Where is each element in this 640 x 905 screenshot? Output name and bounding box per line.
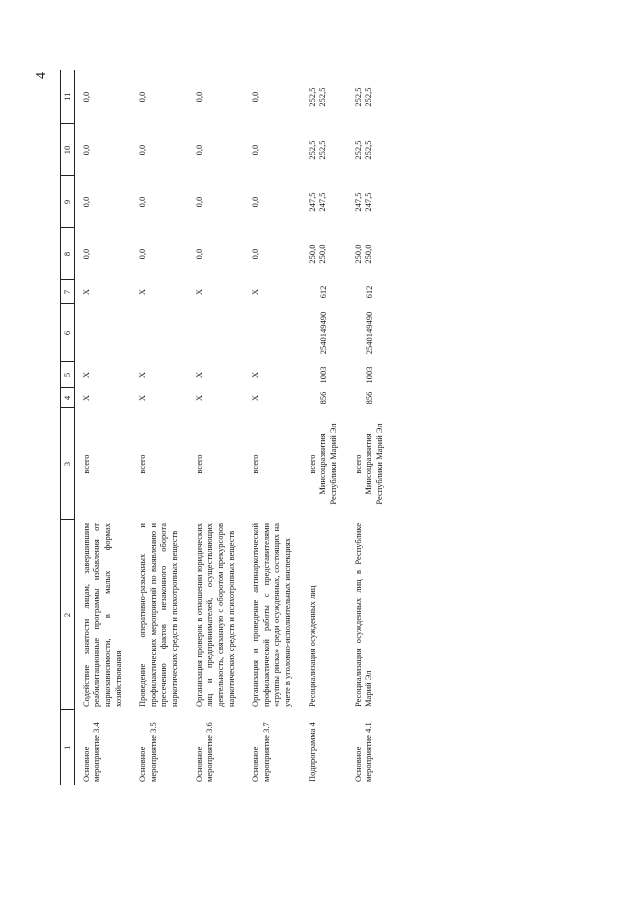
- cell-value: 0,0: [250, 91, 261, 103]
- value-cell-c11: [188, 70, 245, 124]
- measure-description: Организация проверок в отношении юридических лиц и предпринимателей, осуществляющих деятельность, связанную с оборотом прекурсоров наркотических средств и психотропных веществ: [193, 523, 236, 707]
- value-cell-c4: [244, 388, 301, 408]
- value-cell-c7: [301, 280, 347, 304]
- value-cell-c9: [347, 176, 393, 228]
- value-cell-c5: [301, 362, 347, 388]
- cell-value: 0,0: [193, 144, 204, 156]
- cell-value: 252,5: [352, 87, 363, 107]
- column-number: 8: [61, 228, 75, 280]
- cell-value: [81, 307, 92, 359]
- column-number: 5: [61, 362, 75, 388]
- measure-description: Ресоциализация осужденных лиц в Республике Марий Эл: [352, 523, 374, 707]
- value-cell-c4: [347, 388, 393, 408]
- cell-value: X: [137, 394, 148, 402]
- cell-value: 1003: [363, 366, 374, 384]
- column-number: 7: [61, 280, 75, 304]
- cell-value: 252,5: [306, 140, 317, 160]
- cell-value: 0,0: [250, 196, 261, 208]
- cell-value: 252,5: [317, 140, 328, 160]
- measure-code: Подпрограмма 4: [306, 722, 317, 782]
- table-row: [244, 70, 301, 785]
- table-row: [188, 70, 245, 785]
- cell-value: 0,0: [193, 248, 204, 260]
- cell-value: 1003: [317, 366, 328, 384]
- value-cell-c8: [74, 228, 131, 280]
- value-cell-c8: [347, 228, 393, 280]
- value-cell-c7: [347, 280, 393, 304]
- value-cell-c9: [244, 176, 301, 228]
- funding-source-cell: [131, 408, 188, 520]
- cell-value: 250,0: [306, 244, 317, 264]
- column-number: 3: [61, 408, 75, 520]
- funding-source: всего: [193, 454, 204, 474]
- cell-value: [307, 391, 318, 405]
- cell-value: 612: [363, 285, 374, 299]
- cell-value: [353, 283, 364, 301]
- value-cell-c7: [74, 280, 131, 304]
- value-cell-c9: [301, 176, 347, 228]
- cell-value: 0,0: [137, 144, 148, 156]
- measure-code: Основное мероприятие 3.5: [137, 722, 158, 782]
- value-cell-c4: [188, 388, 245, 408]
- funding-source: всего: [352, 454, 363, 474]
- funding-source-cell: [301, 408, 347, 520]
- cell-value: 252,5: [363, 140, 374, 160]
- measure-description: Организация и проведение антинаркотической профилактической работы с представителями «группы риска» среди осужденных, состоящих на учете в уголовно-исполнительных инспекциях: [250, 523, 292, 707]
- value-cell-c4: [131, 388, 188, 408]
- cell-value: 612: [317, 285, 328, 299]
- cell-value: X: [193, 394, 204, 402]
- cell-value: 252,5: [306, 87, 317, 107]
- value-cell-c11: [347, 70, 393, 124]
- value-cell-c11: [74, 70, 131, 124]
- value-cell-c7: [188, 280, 245, 304]
- column-number-header: [61, 70, 75, 785]
- cell-value: 247,5: [306, 192, 317, 212]
- value-cell-c4: [74, 388, 131, 408]
- column-number: 10: [61, 124, 75, 176]
- value-cell-c7: [131, 280, 188, 304]
- cell-value: [250, 307, 261, 359]
- value-cell-c8: [188, 228, 245, 280]
- cell-value: 0,0: [193, 91, 204, 103]
- cell-value: [307, 283, 318, 301]
- value-cell-c6: [131, 304, 188, 362]
- cell-value: [353, 391, 364, 405]
- value-cell-c11: [131, 70, 188, 124]
- value-cell-c7: [244, 280, 301, 304]
- cell-value: 250,0: [363, 244, 374, 264]
- column-number: 1: [61, 710, 75, 785]
- value-cell-c9: [131, 176, 188, 228]
- cell-value: X: [137, 371, 148, 379]
- cell-value: 252,5: [352, 140, 363, 160]
- funding-source-cell: [347, 408, 393, 520]
- cell-value: 0,0: [80, 144, 91, 156]
- funding-source-cell: [74, 408, 131, 520]
- value-cell-c8: [244, 228, 301, 280]
- value-cell-c6: [347, 304, 393, 362]
- cell-value: 247,5: [352, 192, 363, 212]
- value-cell-c6: [74, 304, 131, 362]
- cell-value: [307, 365, 318, 385]
- value-cell-c8: [131, 228, 188, 280]
- cell-value: 856: [317, 391, 328, 405]
- value-cell-c8: [301, 228, 347, 280]
- funding-source: Минсоцразвития Республики Марий Эл: [363, 423, 384, 505]
- cell-value: 2540149490: [317, 311, 328, 355]
- value-cell-c6: [301, 304, 347, 362]
- cell-value: X: [80, 288, 91, 296]
- cell-value: 856: [363, 391, 374, 405]
- cell-value: 247,5: [363, 192, 374, 212]
- cell-value: 250,0: [317, 244, 328, 264]
- value-cell-c5: [347, 362, 393, 388]
- cell-value: 252,5: [363, 87, 374, 107]
- budget-table: [60, 70, 392, 785]
- value-cell-c9: [188, 176, 245, 228]
- cell-value: 252,5: [317, 87, 328, 107]
- value-cell-c10: [74, 124, 131, 176]
- funding-source: всего: [250, 454, 261, 474]
- cell-value: 2540149490: [363, 311, 374, 355]
- value-cell-c10: [347, 124, 393, 176]
- measure-description: Ресоциализация осужденных лиц: [306, 585, 317, 707]
- value-cell-c10: [301, 124, 347, 176]
- cell-value: X: [250, 288, 261, 296]
- funding-source: Минсоцразвития Республики Марий Эл: [317, 423, 338, 505]
- page-number: 4: [34, 72, 49, 79]
- cell-value: 247,5: [317, 192, 328, 212]
- table-row: [347, 70, 393, 785]
- funding-source-cell: [188, 408, 245, 520]
- cell-value: 0,0: [137, 248, 148, 260]
- measure-code: Основное мероприятие 3.6: [193, 722, 215, 782]
- measure-code: Основное мероприятие 3.4: [80, 722, 102, 782]
- cell-value: [353, 307, 364, 359]
- cell-value: X: [193, 371, 204, 379]
- column-number: 2: [61, 520, 75, 710]
- cell-value: 0,0: [80, 248, 91, 260]
- table-row: [131, 70, 188, 785]
- cell-value: [353, 365, 364, 385]
- funding-source: всего: [80, 454, 91, 474]
- column-number: 6: [61, 304, 75, 362]
- cell-value: 0,0: [137, 196, 148, 208]
- cell-value: X: [80, 371, 91, 379]
- funding-source: всего: [137, 454, 148, 474]
- value-cell-c5: [131, 362, 188, 388]
- cell-value: 0,0: [137, 91, 148, 103]
- value-cell-c10: [244, 124, 301, 176]
- cell-value: [137, 307, 148, 359]
- measure-code: Основное мероприятие 3.7: [250, 722, 271, 782]
- cell-value: [194, 307, 205, 359]
- cell-value: 0,0: [193, 196, 204, 208]
- cell-value: X: [80, 394, 91, 402]
- value-cell-c4: [301, 388, 347, 408]
- cell-value: X: [193, 288, 204, 296]
- value-cell-c6: [188, 304, 245, 362]
- value-cell-c5: [188, 362, 245, 388]
- cell-value: [307, 307, 318, 359]
- value-cell-c5: [244, 362, 301, 388]
- column-number: 4: [61, 388, 75, 408]
- cell-value: X: [137, 288, 148, 296]
- column-number: 9: [61, 176, 75, 228]
- funding-source: всего: [306, 454, 317, 474]
- column-number: 11: [61, 70, 75, 124]
- cell-value: X: [250, 394, 261, 402]
- measure-description: Проведение оперативно-разыскных и профилактических мероприятий по выявлению и пресечению фактов незаконного оборота наркотических средств и психотропных веществ: [137, 523, 179, 707]
- table-body: [61, 70, 393, 785]
- cell-value: 250,0: [352, 244, 363, 264]
- measure-description: Содействие занятости лицам, завершившим реабилитационные программы избавления от наркозависимости, в малых формах хозяйствования: [80, 523, 123, 707]
- table-row: [74, 70, 131, 785]
- cell-value: 0,0: [80, 196, 91, 208]
- cell-value: X: [250, 371, 261, 379]
- cell-value: 0,0: [80, 91, 91, 103]
- value-cell-c6: [244, 304, 301, 362]
- funding-source-cell: [244, 408, 301, 520]
- measure-code: Основное мероприятие 4.1: [352, 722, 374, 782]
- value-cell-c10: [188, 124, 245, 176]
- value-cell-c5: [74, 362, 131, 388]
- cell-value: 0,0: [250, 144, 261, 156]
- cell-value: 0,0: [250, 248, 261, 260]
- value-cell-c11: [244, 70, 301, 124]
- value-cell-c11: [301, 70, 347, 124]
- value-cell-c9: [74, 176, 131, 228]
- table-row: [301, 70, 347, 785]
- value-cell-c10: [131, 124, 188, 176]
